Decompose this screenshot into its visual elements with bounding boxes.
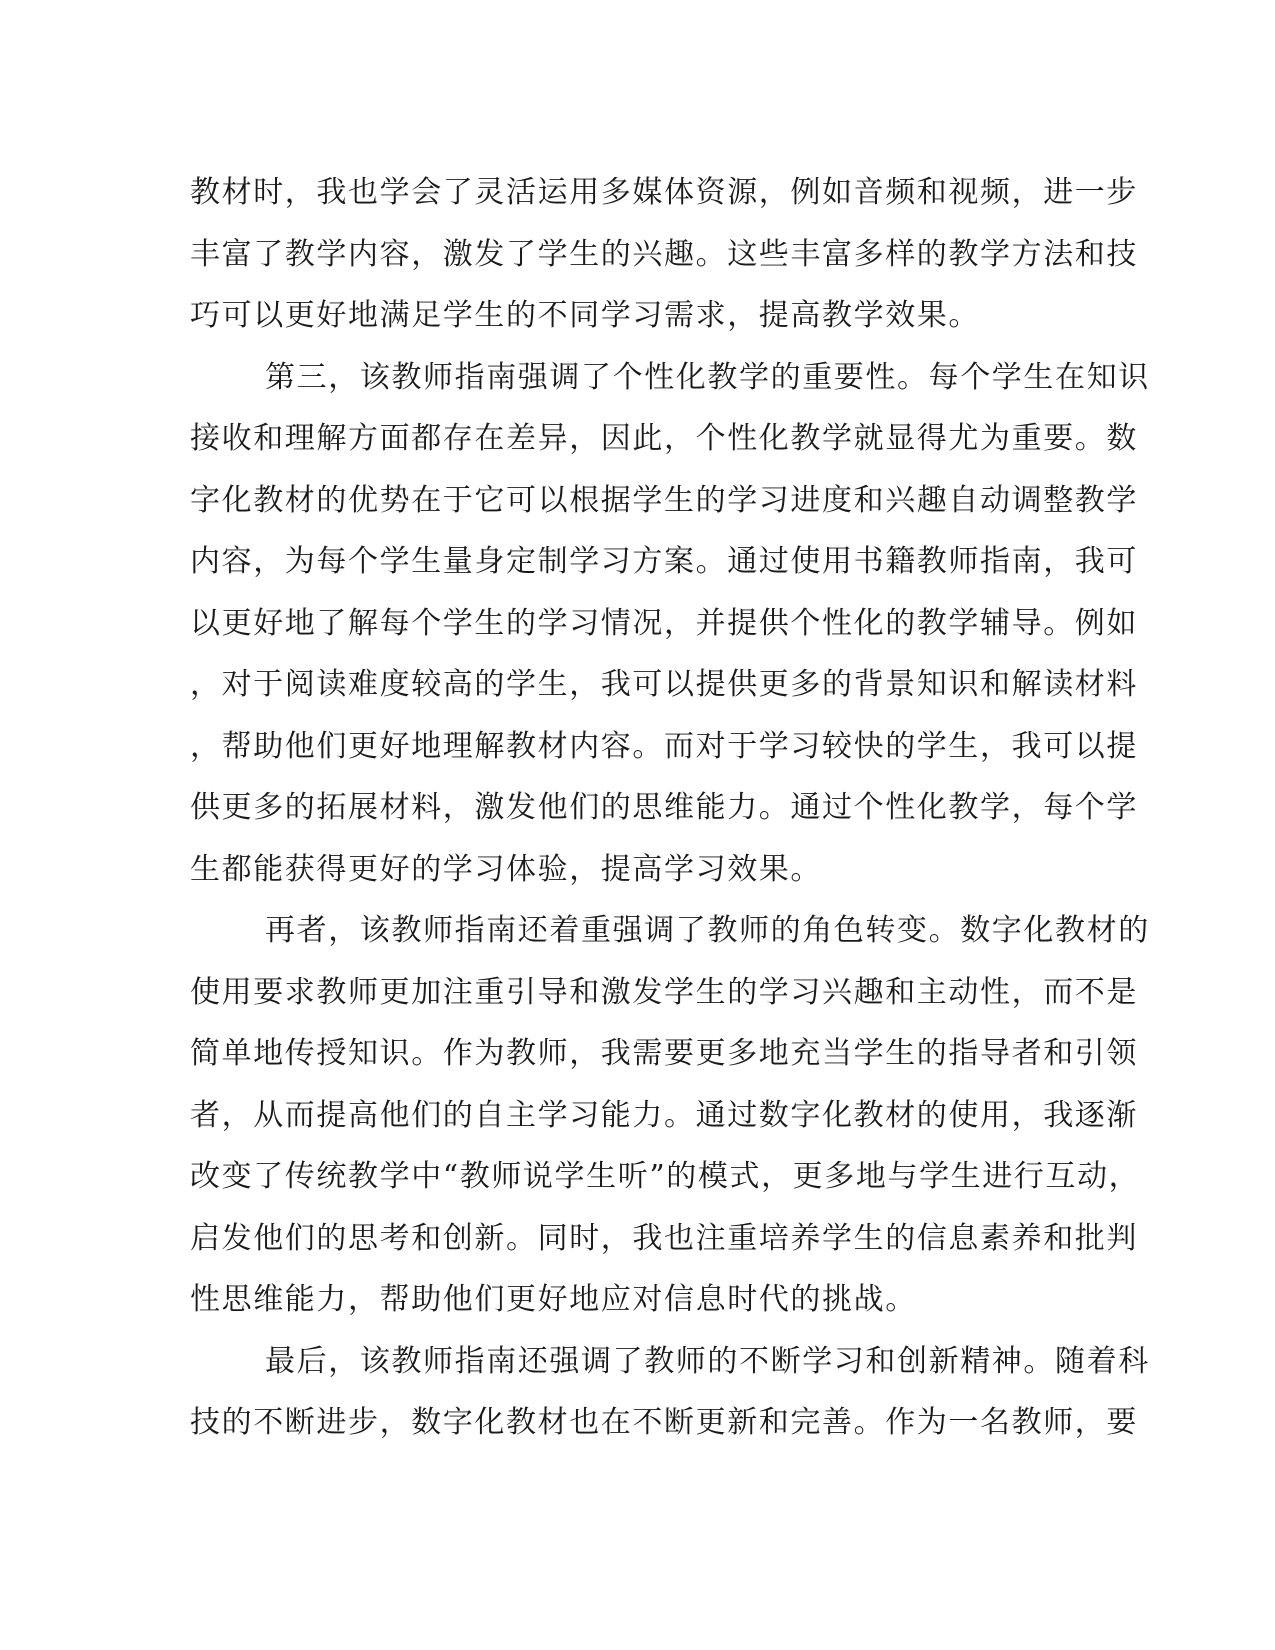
text-line: 以更好地了解每个学生的学习情况，并提供个性化的教学辅导。例如 bbox=[190, 605, 1138, 641]
text-line: 者，从而提高他们的自主学习能力。通过数字化教材的使用，我逐渐 bbox=[190, 1097, 1138, 1133]
text-line: 改变了传统教学中“教师说学生听”的模式，更多地与学生进行互动， bbox=[190, 1159, 1141, 1194]
text-line: 内容，为每个学生量身定制学习方案。通过使用书籍教师指南，我可 bbox=[190, 544, 1138, 579]
paragraph-first-line: 第三，该教师指南强调了个性化教学的重要性。每个学生在知识 bbox=[265, 359, 1150, 395]
text-line: 使用要求教师更加注重引导和激发学生的学习兴趣和主动性，而不是 bbox=[190, 974, 1138, 1010]
text-line: 丰富了教学内容，激发了学生的兴趣。这些丰富多样的教学方法和技 bbox=[190, 236, 1138, 272]
text-line: 供更多的拓展材料，激发他们的思维能力。通过个性化教学，每个学 bbox=[190, 790, 1138, 825]
body-text bbox=[190, 162, 1150, 1454]
text-line: ，对于阅读难度较高的学生，我可以提供更多的背景知识和解读材料 bbox=[190, 667, 1138, 702]
text-line: 技的不断进步，数字化教材也在不断更新和完善。作为一名教师，要 bbox=[190, 1405, 1138, 1440]
paragraph-first-line: 最后，该教师指南还强调了教师的不断学习和创新精神。随着科 bbox=[265, 1343, 1150, 1379]
text-line: 字化教材的优势在于它可以根据学生的学习进度和兴趣自动调整教学 bbox=[190, 482, 1138, 518]
text-line: 性思维能力，帮助他们更好地应对信息时代的挑战。 bbox=[190, 1282, 917, 1317]
paragraph-first-line: 再者，该教师指南还着重强调了教师的角色转变。数字化教材的 bbox=[265, 913, 1150, 948]
text-line: 巧可以更好地满足学生的不同学习需求，提高教学效果。 bbox=[190, 298, 980, 333]
text-line: 启发他们的思考和创新。同时，我也注重培养学生的信息素养和批判 bbox=[190, 1220, 1138, 1256]
text-line: 接收和理解方面都存在差异，因此，个性化教学就显得尤为重要。数 bbox=[190, 421, 1138, 456]
text-line: ，帮助他们更好地理解教材内容。而对于学习较快的学生，我可以提 bbox=[190, 728, 1138, 764]
text-line: 教材时，我也学会了灵活运用多媒体资源，例如音频和视频，进一步 bbox=[190, 175, 1138, 210]
text-line: 简单地传授知识。作为教师，我需要更多地充当学生的指导者和引领 bbox=[190, 1036, 1138, 1071]
text-line: 生都能获得更好的学习体验，提高学习效果。 bbox=[190, 851, 822, 887]
